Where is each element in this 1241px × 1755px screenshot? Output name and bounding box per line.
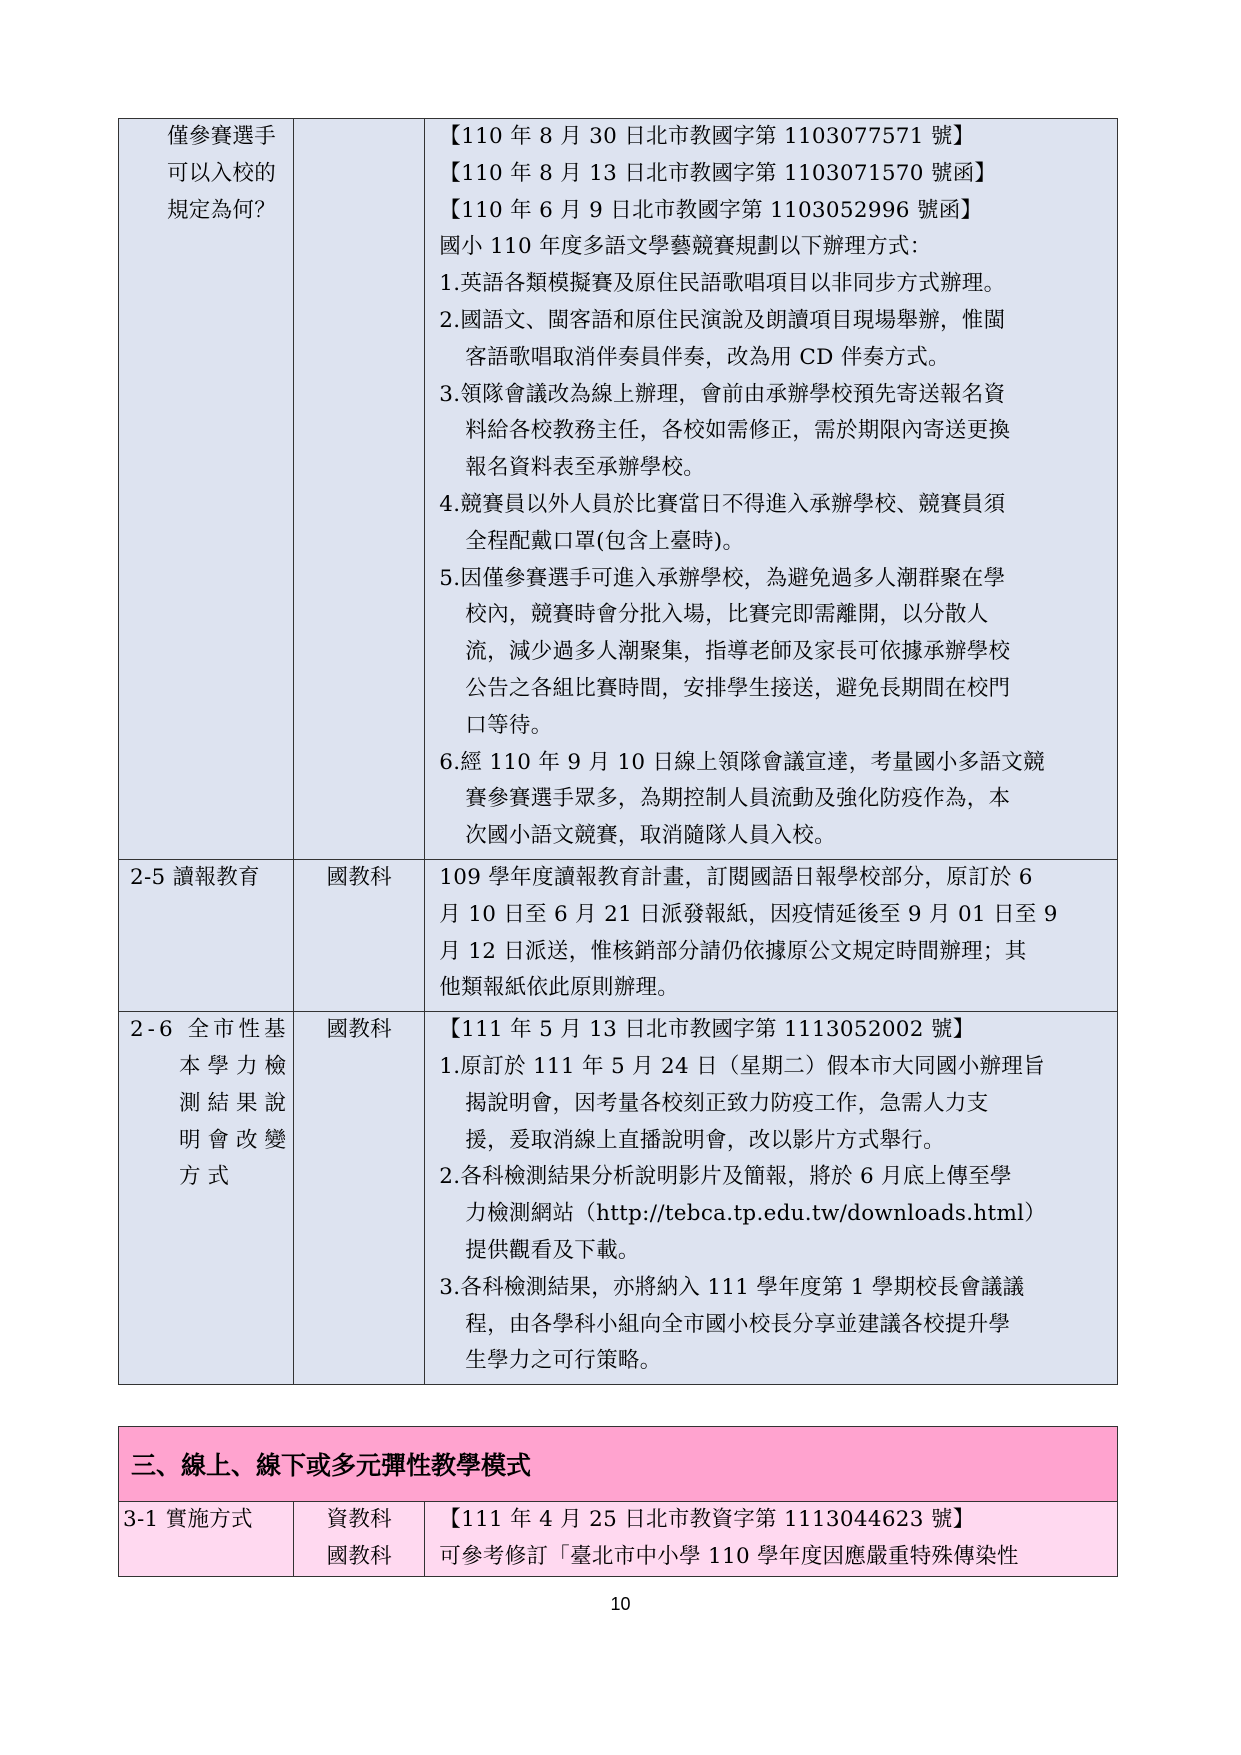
desc-item-cont: 全程配戴口罩(包含上臺時)。: [465, 528, 745, 554]
desc-item-cont: 報名資料表至承辦學校。: [465, 455, 706, 481]
desc-item-cont: 客語歌唱取消伴奏員伴奏，改為用 CD 伴奏方式。: [465, 344, 950, 370]
desc-item-cont: 賽參賽選手眾多，為期控制人員流動及強化防疫作為，本: [465, 786, 1011, 812]
desc-line: 他類報紙依此原則辦理。: [439, 975, 680, 1001]
category-cell: [119, 859, 294, 1011]
desc-line: 月 12 日派送，惟核銷部分請仍依據原公文規定時間辦理；其: [439, 938, 1027, 964]
desc-item: 6.經 110 年 9 月 10 日線上領隊會議宣達，考量國小多語文競: [439, 749, 1045, 775]
desc-item-cont: 口等待。: [465, 712, 553, 738]
question-line: 可以入校的: [167, 160, 277, 186]
table-row: [119, 1012, 1118, 1385]
desc-item: 1.原訂於 111 年 5 月 24 日（星期二）假本市大同國小辦理旨: [439, 1053, 1045, 1079]
desc-item: 2.各科檢測結果分析說明影片及簡報，將於 6 月底上傳至學: [439, 1164, 1012, 1190]
desc-item-cont: 揭說明會，因考量各校刻正致力防疫工作，急需人力支: [465, 1090, 989, 1116]
desc-item: 1.英語各類模擬賽及原住民語歌唱項目以非同步方式辦理。: [439, 271, 1006, 297]
desc-item-cont: 料給各校教務主任，各校如需修正，需於期限內寄送更換: [465, 418, 1011, 444]
dept-label: 資教科: [326, 1507, 392, 1532]
desc-line: 可參考修訂「臺北市中小學 110 學年度因應嚴重特殊傳染性: [439, 1543, 1019, 1569]
desc-line: 109 學年度讀報教育計畫，訂閱國語日報學校部分，原訂於 6: [439, 864, 1033, 890]
doc-ref: 【110 年 8 月 13 日北市教國字第 1103071570 號函】: [439, 160, 997, 186]
description-cell: [425, 119, 1118, 860]
category-label: 方式: [179, 1164, 237, 1190]
category-label: 2-5 讀報教育: [130, 864, 260, 890]
question-line: 規定為何？: [167, 197, 277, 223]
desc-item: 5.因僅參賽選手可進入承辦學校，為避免過多人潮群聚在學: [439, 565, 1006, 591]
category-label: 本學力檢: [179, 1053, 294, 1079]
dept-label: 國教科: [326, 864, 392, 890]
description-cell: [425, 859, 1118, 1011]
doc-ref: 【111 年 4 月 25 日北市教資字第 1113044623 號】: [439, 1507, 975, 1532]
question-line: 僅參賽選手: [167, 124, 277, 149]
desc-item-cont: 公告之各組比賽時間，安排學生接送，避免長期間在校門: [465, 675, 1011, 701]
desc-item: 4.競賽員以外人員於比賽當日不得進入承辦學校、競賽員須: [439, 491, 1006, 517]
desc-item-cont: 校內，競賽時會分批入場，比賽完即需離開，以分散人: [465, 602, 989, 628]
section-heading: 三、線上、線下或多元彈性教學模式: [119, 1427, 1118, 1502]
desc-item-cont: 生學力之可行策略。: [465, 1348, 662, 1374]
desc-line: 月 10 日至 6 月 21 日派發報紙，因疫情延後至 9 月 01 日至 9: [439, 901, 1058, 927]
section2-table: [118, 118, 1118, 1385]
desc-item: 2.國語文、閩客語和原住民演說及朗讀項目現場舉辦，惟閩: [439, 307, 1006, 333]
section-heading-row: [119, 1427, 1118, 1502]
dept-cell: [294, 119, 425, 860]
category-cell: [119, 1012, 294, 1385]
dept-label: 國教科: [326, 1543, 392, 1569]
doc-ref: 【110 年 6 月 9 日北市教國字第 1103052996 號函】: [439, 197, 983, 223]
description-cell: [425, 1502, 1118, 1577]
category-label: 3-1 實施方式: [123, 1507, 253, 1532]
page-number: 10: [610, 1594, 631, 1614]
desc-item-cont: 次國小語文競賽，取消隨隊人員入校。: [465, 823, 836, 849]
desc-item: 3.各科檢測結果，亦將納入 111 學年度第 1 學期校長會議議: [439, 1274, 1025, 1300]
category-label: 明會改變: [179, 1127, 294, 1153]
desc-item-cont: 力檢測網站（http://tebca.tp.edu.tw/downloads.html）: [465, 1201, 1047, 1227]
dept-cell: [294, 1502, 425, 1577]
desc-item-cont: 提供觀看及下載。: [465, 1237, 640, 1263]
desc-line: 國小 110 年度多語文學藝競賽規劃以下辦理方式：: [439, 234, 932, 260]
category-label: 2-6 全市性基: [130, 1017, 290, 1043]
question-cell: [119, 119, 294, 860]
category-label: 測結果說: [179, 1090, 294, 1116]
table-row: [119, 1502, 1118, 1577]
table-row: [119, 119, 1118, 860]
description-cell: [425, 1012, 1118, 1385]
dept-cell: [294, 859, 425, 1011]
dept-cell: [294, 1012, 425, 1385]
desc-item-cont: 援，爰取消線上直播說明會，改以影片方式舉行。: [465, 1127, 945, 1153]
desc-item-cont: 流，減少過多人潮聚集，指導老師及家長可依據承辦學校: [465, 639, 1011, 665]
dept-label: 國教科: [326, 1017, 392, 1043]
category-cell: [119, 1502, 294, 1577]
section3-table: [118, 1426, 1118, 1577]
desc-item: 3.領隊會議改為線上辦理，會前由承辦學校預先寄送報名資: [439, 381, 1006, 407]
table-row: [119, 859, 1118, 1011]
desc-item-cont: 程，由各學科小組向全市國小校長分享並建議各校提升學: [465, 1311, 1011, 1337]
doc-ref: 【111 年 5 月 13 日北市教國字第 1113052002 號】: [439, 1017, 975, 1043]
doc-ref: 【110 年 8 月 30 日北市教國字第 1103077571 號】: [439, 124, 975, 149]
